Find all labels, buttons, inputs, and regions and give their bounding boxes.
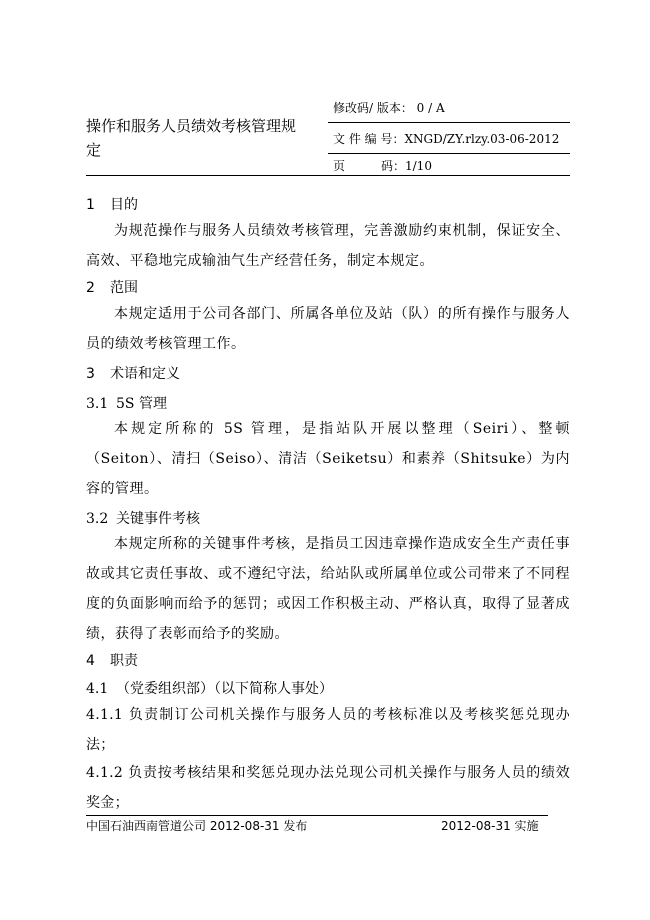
header-divider: [328, 122, 570, 123]
document-number: 文 件 编 号：XNGD/ZY.rlzy.03-06-2012: [333, 132, 560, 146]
section-title: 职责: [110, 653, 138, 669]
paragraph: 本规定适用于公司各部门、所属各单位及站（队）的所有操作与服务人员的绩效考核管理工作。: [86, 306, 570, 352]
section-number: 3: [86, 366, 95, 382]
footer-rule: [86, 815, 548, 816]
subsection-title: （党委组织部）（以下简称人事处）: [116, 681, 333, 697]
clause-4-1-2: 4.1.2 负责按考核结果和奖惩兑现办法兑现公司机关操作与服务人员的绩效奖金；: [86, 765, 570, 811]
clause-4-1-1: 4.1.1 负责制订公司机关操作与服务人员的考核标准以及考核奖惩兑现办法；: [86, 707, 570, 753]
paragraph: 本规定所称的关键事件考核，是指员工因违章操作造成安全生产责任事故或其它责任事故、或不遵纪守法，给站队或所属单位或公司带来了不同程度的负面影响而给予的惩罚；或因工作积极主动、严格认真，取得了显著成绩，获得了表彰而给予的奖励。: [86, 536, 570, 642]
subsection-number: 3.1: [86, 396, 109, 412]
page-number: 页 码：1/10: [333, 159, 432, 173]
section-heading: [86, 651, 570, 671]
document-title: 操作和服务人员绩效考核管理规定: [86, 117, 297, 159]
subsection-number: 4.1: [86, 681, 109, 697]
subsection-heading: [86, 679, 570, 699]
subsection-heading: [86, 509, 570, 529]
subsection-heading: [86, 394, 570, 414]
section-title: 目的: [110, 197, 138, 213]
header-bottom-rule: [86, 175, 570, 176]
subsection-title: 关键事件考核: [116, 511, 200, 527]
section-heading: [86, 195, 570, 215]
paragraph: 为规范操作与服务人员绩效考核管理，完善激励约束机制，保证安全、高效、平稳地完成输油气生产经营任务，制定本规定。: [86, 223, 570, 269]
section-title: 术语和定义: [110, 366, 180, 382]
section-heading: [86, 278, 570, 298]
footer-effective: 2012-08-31 实施: [441, 819, 539, 833]
revision-code: 修改码/ 版本： 0 / A: [333, 101, 445, 115]
section-number: 1: [86, 197, 95, 213]
subsection-title: 5S 管理: [116, 396, 167, 412]
footer-publish: 中国石油西南管道公司 2012-08-31 发布: [86, 819, 308, 833]
section-heading: [86, 364, 570, 384]
header-divider: [328, 153, 570, 154]
section-number: 4: [86, 653, 95, 669]
section-title: 范围: [110, 280, 138, 296]
subsection-number: 3.2: [86, 511, 109, 527]
paragraph: 本规定所称的 5S 管理，是指站队开展以整理（Seiri）、整顿（Seiton）、清扫（Seiso）、清洁（Seiketsu）和素养（Shitsuke）为内容的管理。: [86, 421, 570, 497]
section-number: 2: [86, 280, 95, 296]
